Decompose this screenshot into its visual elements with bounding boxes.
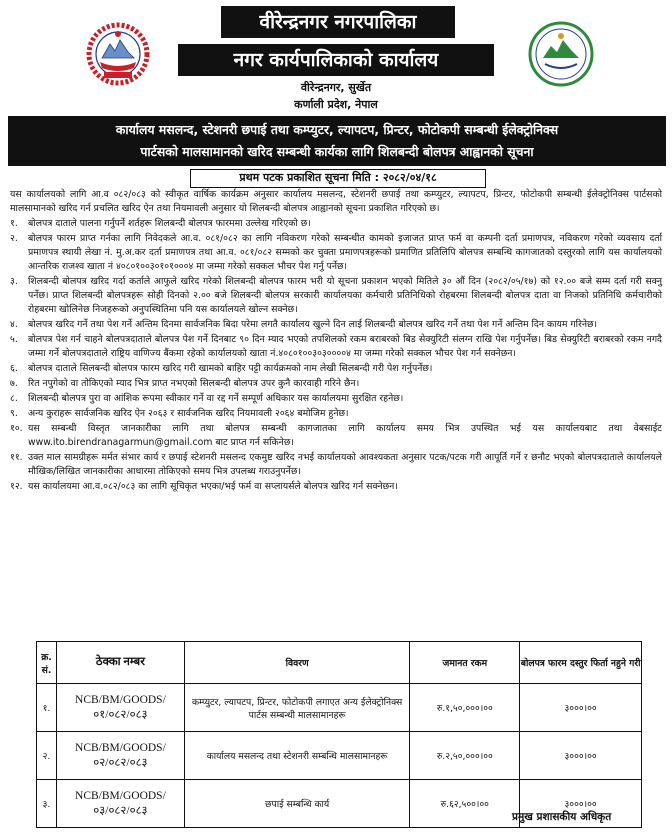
list-item-text: अन्य कुराहरू सार्वजनिक खरिद ऐन २०६३ र सार्वजनिक खरिद नियमावली २०६४ बमोजिम हुनेछ।: [28, 408, 349, 419]
cell-description: कम्प्युटर, ल्यापटप, प्रिन्टर, फोटोकपी लगाएत अन्य ईलेक्ट्रोनिक्स पार्टस सम्बन्धी मालसामानहरू: [184, 684, 410, 732]
signatory-title: प्रमुख प्रशासकीय अधिकृत: [512, 811, 612, 823]
list-item-number: १.: [10, 218, 18, 229]
cell-description: कार्यालय मसलन्द तथा स्टेशनरी सम्बन्धि मालसामानहरू: [184, 732, 410, 780]
cell-security-amount: रु.६२,५००।००: [410, 780, 520, 828]
notice-title-banner: [8, 116, 666, 166]
cell-form-fee: ३०००।००: [520, 732, 642, 780]
list-item-number: ४.: [10, 319, 18, 330]
list-item-number: ९.: [10, 408, 18, 419]
list-item: [10, 362, 662, 376]
list-item: [10, 217, 662, 231]
municipality-title: वीरेन्द्रनगर नगरपालिका: [221, 6, 455, 38]
address-city: वीरेन्द्रनगर, सुर्खेत: [300, 81, 372, 94]
cell-description: छपाई सम्बन्धि कार्य: [184, 780, 410, 828]
contracts-table: [36, 641, 642, 828]
table-header-row: [37, 642, 642, 684]
cell-form-fee: ३०००।००: [520, 780, 642, 828]
contract-code-part1: NCB/BM/GOODS/: [75, 789, 166, 802]
notice-title-line2: पार्टसको मालसामानको खरिद सम्बन्धी कार्यका लागि शिलबन्दी बोलपत्र आह्वानको सूचना: [140, 144, 534, 159]
cell-form-fee: ३०००।००: [520, 684, 642, 732]
list-item-number: ५.: [10, 334, 18, 345]
cell-sn: २.: [37, 732, 57, 780]
list-item-number: ८.: [10, 393, 18, 404]
list-item-text: रित नपुगेको वा तोकिएको म्याद भित्र प्राप्त नभएको सिलबन्दी बोलपत्र उपर कुनै कारवाही गरिने छैन।: [28, 378, 360, 389]
list-item-number: ११.: [10, 452, 23, 463]
list-item-text: उक्त माल सामग्रीहरू मर्मत संभार कार्य र छपाई स्टेशनरी मसलन्द एकमुष्ट खरिद नभई कार्यालयको आवश्यकता अनुसार पटक/पटक गरी आपूर्ति गर्ने र छनौट भएको बोलपत्रदाताले कार्यालयले मौखिक/लिखित जानकारीका आधारमा तोकिएको समय भित्र उपलब्ध गराउनुपर्नेछ।: [28, 452, 662, 477]
list-item-text: बोलपत्र दाताले पालना गर्नुपर्ने शर्तहरू शिलबन्दी बोलपत्र फारममा उल्लेख गरिएको छ।: [28, 218, 311, 229]
cell-contract-no: [56, 684, 184, 732]
address-province: कर्णाली प्रदेश, नेपाल: [294, 98, 378, 111]
list-item-number: ३.: [10, 276, 18, 287]
cell-contract-no: [56, 732, 184, 780]
cell-sn: १.: [37, 684, 57, 732]
municipality-logo-icon: [527, 20, 595, 88]
contract-code-part1: NCB/BM/GOODS/: [75, 741, 166, 754]
list-item-text: बोलपत्र दाताले सिलबन्दी बोलपत्र फारम खरिद गरी खामको बाहिर पट्टी कार्यक्रमको नाम लेखी सिलबन्दी गरी पेश गर्नुपर्नेछ।: [28, 363, 433, 374]
col-header-form-fee: बोलपत्र फारम दस्तुर फिर्ता नहुने गरी: [520, 642, 642, 684]
list-item-text: बोलपत्र पेश गर्न चाहने बोलपत्रदाताले बोलपत्र पेश गर्ने दिनबाट ९० दिन म्याद भएको तपशिलको रकम बराबरको बिड सेक्युरिटी संलग्न राखि पेश गर्नुपर्नेछ। बिड सेक्युरिटी बराबरको रकम नगदै जम्मा गर्ने बोलपत्रदाताले राष्ट्रिय वाणिज्य बैंकमा रहेको कार्यालयको खाता नं.४०८०१००३०३००००४ मा जम्मा गरेको सक्कल भौचर पेश गर्न सक्नेछन।: [28, 334, 662, 359]
list-item: [10, 377, 662, 391]
list-item-number: २.: [10, 233, 18, 244]
list-item: [10, 318, 662, 332]
list-item: [10, 422, 662, 450]
list-item-text: यस सम्बन्धी विस्तृत जानकारीका लागि तथा बोलपत्र सम्बन्धी कागजातका लागि कार्यालय समय भित्र उपस्थित भई यस कार्यालयबाट तथा वेबसाईट www.ito.birendranagarmun@gmail.com बाट प्राप्त गर्न सकिनेछ।: [28, 423, 662, 448]
contract-code-part2: ०१/०८२/०८३: [93, 708, 148, 721]
cell-sn: ३.: [37, 780, 57, 828]
list-item: [10, 333, 662, 361]
list-item: [10, 480, 662, 494]
contract-code-part1: NCB/BM/GOODS/: [75, 693, 166, 706]
cell-contract-no: [56, 780, 184, 828]
list-item-number: १०.: [10, 423, 23, 434]
contract-code-part2: ०३/०८२/०८३: [93, 804, 148, 817]
list-item-number: ६.: [10, 363, 18, 374]
cell-security-amount: रु.१,५०,०००।००: [410, 684, 520, 732]
published-date: प्रथम पटक प्रकाशित सूचना मिति : २०८२/०४/१८: [190, 169, 486, 188]
list-item-number: ७.: [10, 378, 18, 389]
list-item: [10, 275, 662, 317]
list-item-text: शिलबन्दी बोलपत्र पुरा वा आंशिक रूपमा स्वीकार गर्ने वा रद्द गर्ने सम्पूर्ण अधिकार यस कार्यालयमा सुरक्षित रहनेछ।: [28, 393, 404, 404]
list-item: [10, 451, 662, 479]
notice-body: [10, 188, 662, 495]
notice-header: [0, 0, 672, 116]
contract-code-part2: ०२/०८२/०८३: [93, 756, 148, 769]
list-item-text: बोलपत्र फारम प्राप्त गर्नका लागि निवेदकले आ.व. ०८१/०८२ का लागि नविकरण गरेको सम्बन्धीत कामको इजाजत प्राप्त फर्म वा कम्पनी दर्ता प्रमाणपत्र, नविकरण गरेको व्यवसाय दर्ता प्रमाणपत्र स्थायी लेखा नं. मु.अ.कर दर्ता प्रमाणपत्र तथा आ.व. ०८१/०८२ सम्मको कर चुक्ता प्रमाणपत्रहरूको प्रमाणित प्रतिलिपि बोलपत्र सम्बन्धि कागजातको दस्तुरको लागि यस कार्यालयको आन्तरिक राजश्व खाता नं ४०८०१००३०१०१०००४ मा जम्मा गरेको सक्कल भौचर पेश गर्नु पर्नेछ।: [28, 233, 662, 272]
col-header-sn: क्र. सं.: [37, 642, 57, 684]
col-header-security-amount: जमानत रकम: [410, 642, 520, 684]
list-item: [10, 407, 662, 421]
col-header-description: विवरण: [184, 642, 410, 684]
table-row: [37, 732, 642, 780]
list-item: [10, 392, 662, 406]
list-item-text: बोलपत्र खरिद गर्ने तथा पेश गर्ने अन्तिम दिनमा सार्वजनिक बिदा परेमा लगतै कार्यालय खुल्ने दिन लाई शिलबन्दी बोलपत्र खरिद गर्ने तथा पेश गर्ने अन्तिम दिन कायम गरिनेछ।: [28, 319, 598, 330]
list-item-text: शिलबन्दी बोलपत्र खरिद गर्दा कर्ताले आफुले खरिद गरेको शिलबन्दी बोलपत्र फारम भरी यो सूचना प्रकाशन भएको मितिले ३० औं दिन (२०८२/०५/१७) को १२.०० बजे सम्म दर्ता गरी सक्नु पर्नेछ। प्राप्त शिलबन्दी बोलपत्रहरू सोही दिनको २.०० बजे शिलबन्दी बोलपत्र सरकारी कार्यालयका कर्मचारी प्रतिनिधिको रोहबरमा शिलबन्दी बोलपत्र दाता वा निजको प्रतिनिधि कर्मचारीको रोहबरमा खोलिनेछ निजहरूको अनुपस्थितिमा पनि यस कार्यालयले खोल्न सक्नेछ।: [28, 276, 662, 315]
list-item-number: १२.: [10, 481, 23, 492]
nepal-government-emblem-icon: [84, 22, 152, 86]
list-item: [10, 232, 662, 274]
list-item-text: यस कार्यालयमा आ.व.०८२/०८३ का लागि सूचिकृत भएका/भई फर्म वा सप्लायर्सले बोलपत्र खरिद गर्न सक्नेछन।: [28, 481, 398, 492]
table-row: [37, 684, 642, 732]
office-title: नगर कार्यपालिकाको कार्यालय: [178, 44, 494, 76]
notice-intro: यस कार्यालयको लागि आ.व ०८२/०८३ को स्वीकृत वार्षिक कार्यक्रम अनुसार कार्यालय मसलन्द, स्टेशनरी छपाई तथा कम्प्युटर, ल्यापटप, प्रिन्टर, फोटोकपी सम्बन्धी ईलेक्ट्रोनिक्स पार्टसको मालसामानको खरिद गर्न प्रचलित खरिद ऐन तथा नियमावली अनुसार यो शिलबन्दी बोलपत्र आह्वानको सूचना प्रकाशित गरिएको छ।: [10, 189, 662, 214]
cell-security-amount: रु.२,५०,०००।००: [410, 732, 520, 780]
notice-title-line1: कार्यालय मसलन्द, स्टेशनरी छपाई तथा कम्प्युटर, ल्यापटप, प्रिन्टर, फोटोकपी सम्बन्धी ईलेक्ट्रोनिक्स: [115, 122, 559, 137]
col-header-contract-no: ठेक्का नम्बर: [56, 642, 184, 684]
